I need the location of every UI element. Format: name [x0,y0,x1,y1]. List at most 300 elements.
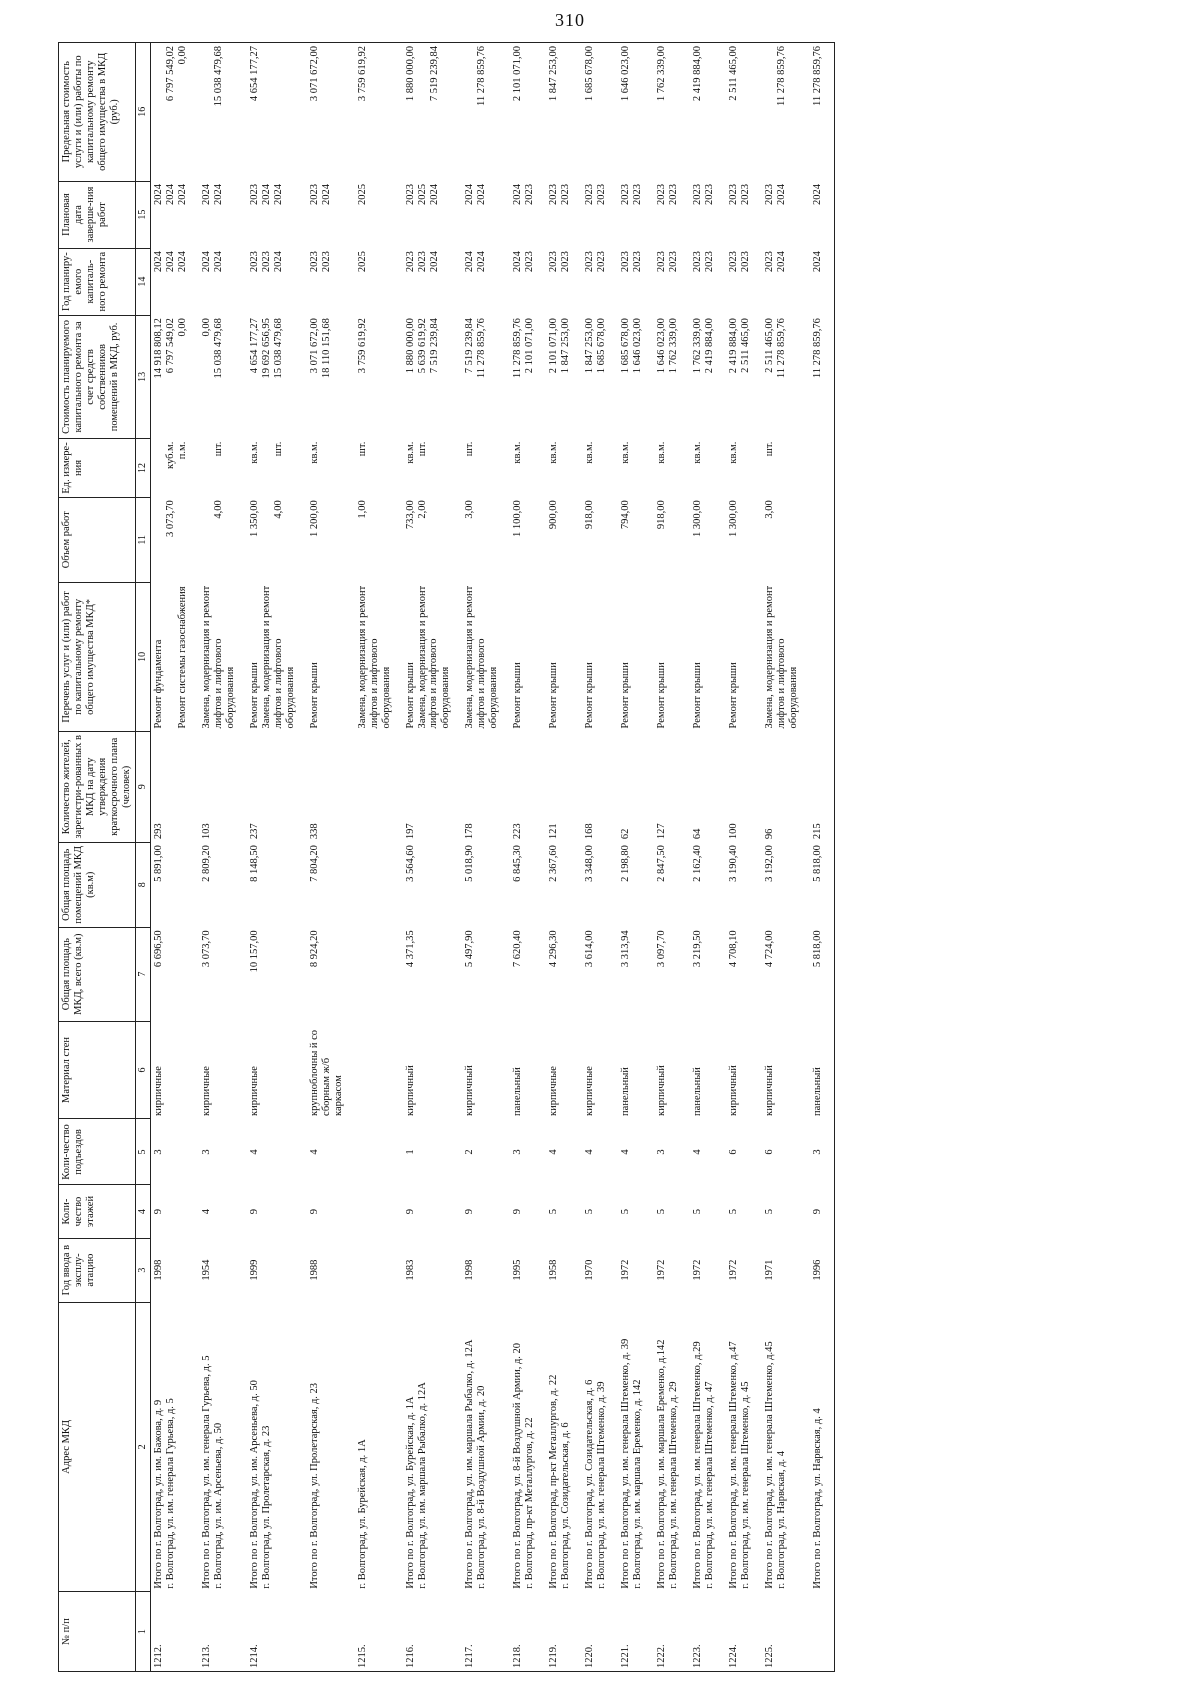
entrances: 4 [248,1149,260,1155]
address [546,1302,582,1592]
work-unit-line: куб.м. [164,441,176,469]
column-header: Ед. измере-ния [59,439,136,498]
table-row [582,43,618,1672]
floors: 9 [464,1208,476,1215]
address [403,1302,463,1592]
address-line: Итого по г. Волгоград, ул. им. генерала Гурьева, д. 5 [200,1355,212,1589]
limit-cost [247,43,307,182]
works-list [307,582,355,731]
work-volume [762,497,810,582]
plan-year-line: 2023 [692,251,704,273]
residents: 168 [584,823,596,840]
table-row [150,43,199,1672]
repair-cost [546,315,582,439]
address-line: Итого по г. Волгоград, пр-кт Металлургов, д. 22 [548,1374,560,1589]
area-total: 4 371,35 [404,930,416,968]
floors: 5 [548,1208,560,1215]
repair-cost-line: 15 038 479,68 [212,318,224,379]
work-unit [726,439,762,498]
column-number: 13 [136,315,151,439]
column-header: Коли-чество подъездов [59,1119,136,1185]
limit-cost-line: 1 880 000,00 [404,46,416,102]
residents: 293 [152,823,164,840]
address-line: Итого по г. Волгоград, ул. Пролетарская, д. 23 [308,1382,320,1589]
wall-material: панельный [692,1067,704,1116]
plan-year [462,248,510,315]
limit-cost-line: 3 759 619,92 [356,46,368,102]
wall-material: кирпичные [152,1066,164,1116]
entrances: 3 [656,1149,668,1155]
plan-year-line: 2024 [200,251,212,273]
end-date-line: 2023 [596,184,608,206]
work-unit [150,439,199,498]
year-built: 1983 [404,1259,416,1281]
end-date-line: 2025 [356,184,368,206]
end-date [462,181,510,248]
table-row [654,43,690,1672]
area-total: 3 219,50 [692,930,704,968]
work-volume [582,497,618,582]
repair-cost-line: 1 880 000,00 [404,318,416,374]
repair-cost-line: 5 639 619,92 [416,318,428,374]
end-date [403,181,463,248]
column-header: Коли-чество этажей [59,1185,136,1238]
end-date [247,181,307,248]
limit-cost-line: 11 278 859,76 [476,46,488,106]
repair-cost-line: 2 511 465,00 [764,318,776,373]
limit-cost [726,43,762,182]
row-number: 1216. [403,1592,463,1672]
work-unit-line: кв.м. [656,441,668,464]
row-number: 1215. [355,1592,403,1672]
repair-cost [247,315,307,439]
work-volume-line: 918,00 [656,500,668,530]
entrances: 3 [810,1119,835,1185]
repair-cost [654,315,690,439]
end-date-line: 2023 [548,184,560,206]
works-list [726,582,762,731]
repair-cost-line: 0,00 [176,318,188,337]
plan-year-line: 2024 [212,251,224,273]
area-rooms: 3 192,00 [764,845,776,882]
address-line: г. Волгоград, ул. им. Арсеньева, д. 50 [212,1422,224,1589]
table-row [355,43,403,1672]
works-list [618,582,654,731]
end-date-line: 2024 [464,184,476,206]
plan-year-line: 2023 [248,251,260,273]
column-header: Объем работ [59,497,136,582]
repair-cost-line: 7 519 239,84 [428,318,440,374]
work-unit [546,439,582,498]
repair-cost-line: 7 519 239,84 [464,318,476,374]
works-list-line: Ремонт крыши [248,662,260,729]
repair-cost-line: 19 692 656,95 [260,318,272,379]
year-built: 1970 [584,1259,596,1281]
repair-cost-line: 1 847 253,00 [584,318,596,374]
work-unit-line: шт. [212,441,224,457]
plan-year-line: 2023 [656,251,668,273]
work-unit-line: кв.м. [308,441,320,464]
wall-material: панельный [810,1021,835,1119]
work-unit-line [201,442,213,495]
end-date [690,181,726,248]
area-total: 7 620,40 [512,930,524,968]
end-date [618,181,654,248]
work-volume [690,497,726,582]
end-date-line: 2024 [512,184,524,206]
end-date [582,181,618,248]
limit-cost-line: 0,00 [176,46,188,65]
work-unit-line: кв.м. [512,441,524,464]
repair-cost-line: 3 759 619,92 [356,318,368,374]
end-date-line: 2023 [668,184,680,206]
column-number: 1 [136,1592,151,1672]
address-line: г. Волгоград, ул. 8-й Воздушной Армии, д. 20 [476,1385,488,1589]
year-built: 1972 [620,1259,632,1281]
limit-cost [150,43,199,182]
plan-year-line: 2024 [464,251,476,273]
area-total: 4 708,10 [728,930,740,968]
limit-cost [582,43,618,182]
end-date-line: 2023 [584,184,596,206]
limit-cost-line [261,46,273,178]
area-total: 8 924,20 [308,930,320,968]
repair-cost-line: 1 762 339,00 [668,318,680,374]
area-total: 3 097,70 [656,930,668,968]
works-list-line: Замена, модернизация и ремонт лифтов и лифтового оборудования [764,585,800,729]
plan-year [726,248,762,315]
floors: 4 [200,1208,212,1215]
end-date-line: 2025 [416,184,428,206]
works-list-line: Ремонт крыши [620,662,632,729]
plan-year-line: 2023 [404,251,416,273]
works-list [654,582,690,731]
plan-year-line: 2023 [548,251,560,273]
plan-year-line: 2023 [524,251,536,273]
row-number: 1219. [546,1592,582,1672]
end-date-line: 2024 [776,184,788,206]
row-number: 1212. [150,1592,199,1672]
address-line: Итого по г. Волгоград, ул. им. маршала Еременко, д.142 [656,1339,668,1589]
area-total: 4 724,00 [764,930,776,968]
year-built: 1988 [308,1259,320,1281]
works-list [582,582,618,731]
entrances: 3 [152,1149,164,1155]
column-number: 10 [136,582,151,731]
limit-cost-line: 1 762 339,00 [656,46,668,102]
end-date-line: 2023 [560,184,572,206]
area-total: 5 497,90 [464,930,476,968]
wall-material: кирпичные [548,1066,560,1116]
work-volume-line: 1 200,00 [308,500,320,537]
limit-cost-line [764,46,776,178]
year-built: 1954 [200,1259,212,1281]
rotated-table-container [58,42,1186,1672]
row-number: 1221. [618,1592,654,1672]
year-built: 1972 [656,1259,668,1281]
work-unit [462,439,510,498]
year-built [355,1238,403,1302]
work-volume [810,497,835,582]
end-date-line: 2023 [704,184,716,206]
address [355,1302,403,1592]
address [762,1302,810,1592]
repair-cost-line: 14 918 808,12 [152,318,164,379]
area-rooms: 3 564,60 [404,845,416,882]
works-list [355,582,403,731]
limit-cost-line: 3 071 672,00 [308,46,320,102]
address-line: Итого по г. Волгоград, ул. им. генерала Штеменко, д.29 [692,1341,704,1589]
repair-cost-line: 1 646 023,00 [656,318,668,374]
limit-cost [546,43,582,182]
repair-cost [618,315,654,439]
limit-cost-line [464,46,476,178]
end-date [726,181,762,248]
repair-cost-line: 2 101 071,00 [524,318,536,374]
plan-year-line: 2023 [740,251,752,273]
area-rooms: 2 367,60 [548,845,560,882]
residents: 103 [200,823,212,840]
end-date-line: 2024 [320,184,332,206]
table-row [462,43,510,1672]
repair-cost-line: 0,00 [200,318,212,337]
repair-cost [582,315,618,439]
address-line: г. Волгоград, ул. им. генерала Штеменко, д. 45 [740,1381,752,1589]
year-built: 1972 [692,1259,704,1281]
column-header: Стоимость планируемого капитального ремонта за счет средств собственников помещений в МКД, руб. [59,315,136,439]
plan-year-line: 2023 [764,251,776,273]
entrances: 4 [308,1149,320,1155]
works-list-line: Ремонт крыши [656,662,668,729]
work-unit [690,439,726,498]
floors: 9 [152,1208,164,1215]
work-unit [618,439,654,498]
works-list [462,582,510,731]
repair-cost-line: 2 419 884,00 [728,318,740,374]
limit-cost [510,43,546,182]
end-date-line: 2023 [740,184,752,206]
floors: 5 [656,1208,668,1215]
residents: 96 [764,828,776,840]
page-number: 310 [555,10,585,30]
row-number: 1224. [726,1592,762,1672]
row-number: 1223. [690,1592,726,1672]
limit-cost [618,43,654,182]
work-unit [247,439,307,498]
limit-cost-line: 1 685 678,00 [584,46,596,102]
column-header: Плановая дата заверше-ния работ [59,181,136,248]
repair-cost-line: 2 101 071,00 [548,318,560,374]
column-header: Количество жителей, зарегистри-рованных в МКД на дату утверждения краткосрочного плана (человек) [59,731,136,842]
column-header: Общая площадь МКД, всего (кв.м) [59,927,136,1021]
works-list-line: Ремонт крыши [584,662,596,729]
wall-material: панельный [620,1067,632,1116]
work-volume-line: 1 350,00 [248,500,260,537]
work-unit-line [153,442,165,495]
floors: 5 [764,1208,776,1215]
work-volume [618,497,654,582]
work-unit-line: шт. [764,441,776,457]
works-list-line: Ремонт крыши [692,662,704,729]
limit-cost [654,43,690,182]
work-unit [199,439,247,498]
works-list-line [165,585,177,728]
area-rooms: 5 818,00 [810,842,835,927]
plan-year-line: 2023 [308,251,320,273]
works-list-line: Замена, модернизация и ремонт лифтов и лифтового оборудования [260,585,296,729]
residents: 178 [464,823,476,840]
plan-year-line: 2023 [704,251,716,273]
wall-material: кирпичный [728,1065,740,1116]
work-volume-line: 1 300,00 [692,500,704,537]
table-row [726,43,762,1672]
end-date [762,181,810,248]
address-line: Итого по г. Волгоград, ул. Созидательская, д. 6 [584,1379,596,1589]
work-volume-line [201,500,213,579]
work-unit [762,439,810,498]
work-unit-line: кв.м. [728,441,740,464]
work-volume-line: 3,00 [464,500,476,519]
end-date-line: 2024 [152,184,164,206]
works-list [403,582,463,731]
work-volume-line: 3,00 [764,500,776,519]
limit-cost-line [273,46,285,178]
area-rooms: 5 018,90 [464,845,476,882]
work-volume-line: 918,00 [584,500,596,530]
works-list [810,582,835,731]
works-list-line: Замена, модернизация и ремонт лифтов и лифтового оборудования [200,585,236,729]
area-rooms: 3 190,40 [728,845,740,882]
year-built: 1995 [512,1259,524,1281]
works-list [510,582,546,731]
residents: 338 [308,823,320,840]
residents: 127 [656,823,668,840]
plan-year [654,248,690,315]
entrances: 4 [692,1149,704,1155]
residents: 100 [728,823,740,840]
work-volume-line: 733,00 [404,500,416,530]
column-number: 12 [136,439,151,498]
repair-cost-line: 1 646 023,00 [632,318,644,374]
end-date-line: 2023 [632,184,644,206]
entrances: 6 [764,1149,776,1155]
work-volume [199,497,247,582]
end-date-line: 2023 [692,184,704,206]
limit-cost-line [417,46,429,178]
plan-year-line: 2024 [164,251,176,273]
end-date-line: 2024 [164,184,176,206]
plan-year [150,248,199,315]
limit-cost [199,43,247,182]
repair-cost-line: 15 038 479,68 [272,318,284,379]
work-volume [307,497,355,582]
work-volume-line: 4,00 [272,500,284,519]
row-number: 1218. [510,1592,546,1672]
floors: 9 [404,1208,416,1215]
address [810,1302,835,1592]
year-built: 1971 [764,1259,776,1281]
works-list-line: Ремонт системы газоснабжения [176,586,188,729]
address-line: Итого по г. Волгоград, ул. им. Бажова, д. 9 [152,1399,164,1589]
table-row [810,43,835,1672]
address [582,1302,618,1592]
limit-cost-line [153,46,165,178]
plan-year [690,248,726,315]
plan-year [546,248,582,315]
repair-cost [150,315,199,439]
work-volume [462,497,510,582]
work-volume-line [261,500,273,579]
entrances: 2 [464,1149,476,1155]
limit-cost-line: 2 419 884,00 [692,46,704,102]
work-unit-line: шт. [416,441,428,457]
address-line: г. Волгоград, ул. им. маршала Рыбалко, д. 12А [416,1382,428,1589]
year-built: 1998 [464,1259,476,1281]
end-date-line: 2023 [524,184,536,206]
column-header: № п/п [59,1592,136,1672]
entrances: 4 [548,1149,560,1155]
table-row [690,43,726,1672]
work-unit-line: кв.м. [404,441,416,464]
plan-year [762,248,810,315]
end-date-line: 2024 [428,184,440,206]
address-line: Итого по г. Волгоград, ул. 8-й Воздушной Армии, д. 20 [512,1342,524,1589]
repair-cost-line: 4 654 177,27 [248,318,260,374]
works-list-line: Ремонт крыши [548,662,560,729]
wall-material: кирпичный [404,1065,416,1116]
plan-year-line: 2023 [632,251,644,273]
plan-year-line: 2023 [416,251,428,273]
end-date [199,181,247,248]
work-unit [510,439,546,498]
address [726,1302,762,1592]
works-list [247,582,307,731]
work-unit-line: шт. [356,441,368,457]
wall-material: крупноблочны й со сборным ж/б каркасом [308,1029,344,1116]
address-line: Итого по г. Волгоград, ул. им. генерала Штеменко, д.45 [764,1341,776,1589]
area-total: 3 073,70 [200,930,212,968]
year-built: 1999 [248,1259,260,1281]
repair-cost-line: 11 278 859,76 [812,318,824,379]
table-row [199,43,247,1672]
works-list [690,582,726,731]
column-number-row [136,43,151,1672]
floors: 5 [620,1208,632,1215]
column-header: Перечень услуг и (или) работ по капитальному ремонту общего имущества МКД* [59,582,136,731]
address-line: г. Волгоград, ул. им. генерала Штеменко, д. 39 [596,1381,608,1589]
work-volume [510,497,546,582]
work-volume [150,497,199,582]
repair-cost [307,315,355,439]
address-line: Итого по г. Волгоград, ул. Нарвская, д. 4 [812,1408,824,1589]
area-rooms: 2 198,80 [620,845,632,882]
capital-repair-table [58,42,835,1672]
floors: 5 [728,1208,740,1215]
repair-cost [810,315,835,439]
residents: 237 [248,823,260,840]
area-rooms: 2 847,50 [656,845,668,882]
plan-year [618,248,654,315]
table-row [403,43,463,1672]
row-number: 1222. [654,1592,690,1672]
table-row [546,43,582,1672]
limit-cost-line: 6 797 549,02 [164,46,176,102]
plan-year-line: 2024 [428,251,440,273]
end-date [546,181,582,248]
plan-year-line: 2024 [476,251,488,273]
address [654,1302,690,1592]
floors: 9 [512,1208,524,1215]
